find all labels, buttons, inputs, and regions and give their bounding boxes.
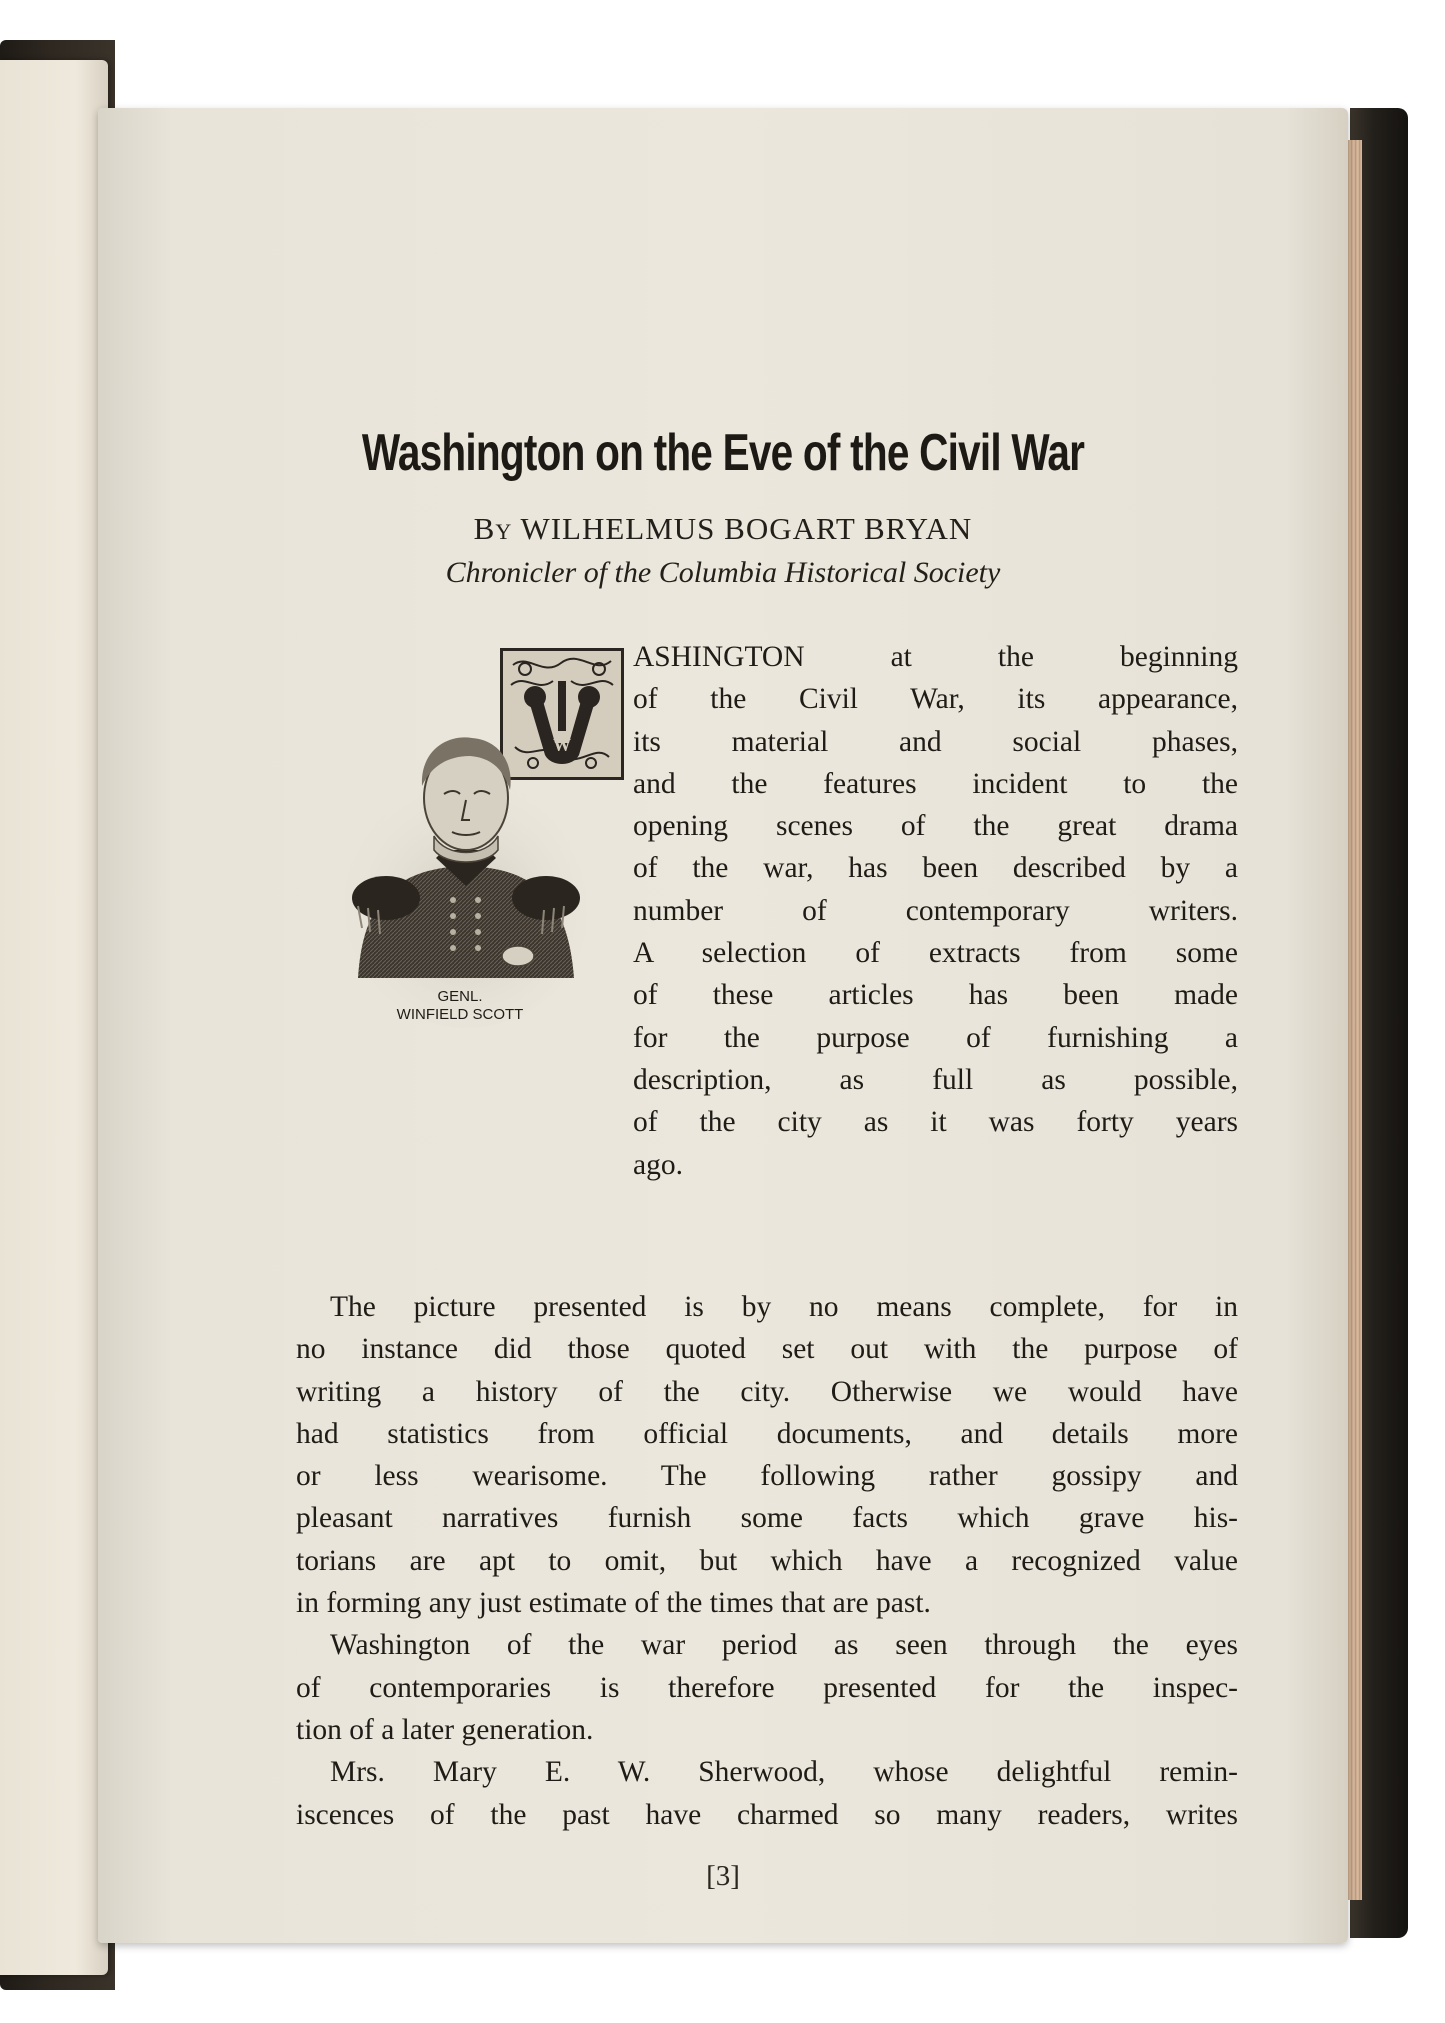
text-line: of the Civil War, its appearance, bbox=[633, 683, 1238, 716]
lead-paragraph bbox=[633, 636, 1238, 1186]
text-line: ago. bbox=[633, 1148, 683, 1181]
text-line: and the features incident to the bbox=[633, 767, 1238, 800]
byline-prefix: By bbox=[473, 511, 513, 546]
text-line: A selection of extracts from some bbox=[633, 937, 1238, 970]
text-line: of these articles has been made bbox=[633, 979, 1238, 1012]
article-title: Washington on the Eve of the Civil War bbox=[361, 424, 1085, 482]
text-line: iscences of the past have charmed so many readers, writes bbox=[296, 1798, 1238, 1831]
text-line: pleasant narratives furnish some facts which grave his- bbox=[296, 1502, 1238, 1535]
paragraph-war-period bbox=[296, 1624, 1238, 1751]
text-line: ASHINGTON at the beginning bbox=[633, 641, 1238, 673]
text-line: Mrs. Mary E. W. Sherwood, whose delightful remin- bbox=[330, 1756, 1238, 1789]
portrait-illustration bbox=[338, 728, 593, 1028]
text-line: of the war, has been described by a bbox=[633, 852, 1238, 885]
text-line: no instance did those quoted set out with the purpose of bbox=[296, 1333, 1238, 1366]
byline bbox=[98, 511, 1348, 547]
author-role: Chronicler of the Columbia Historical Society bbox=[445, 556, 1001, 589]
text-line: description, as full as possible, bbox=[633, 1063, 1238, 1096]
left-page-leaf bbox=[0, 60, 108, 1975]
text-line: The picture presented is by no means complete, for in bbox=[330, 1291, 1238, 1323]
text-line: its material and social phases, bbox=[633, 725, 1238, 758]
dropcap-letter: W bbox=[553, 735, 571, 755]
paragraph-picture-presented bbox=[296, 1286, 1238, 1624]
text-line: or less wearisome. The following rather gossipy and bbox=[296, 1460, 1238, 1493]
text-line: writing a history of the city. Otherwise we would have bbox=[296, 1375, 1238, 1408]
caption-name: WINFIELD SCOTT bbox=[396, 1006, 524, 1023]
portrait-caption bbox=[360, 988, 560, 1024]
general-portrait-icon bbox=[338, 728, 593, 1028]
text-line: in forming any just estimate of the times that are past. bbox=[296, 1587, 931, 1620]
author-name: WILHELMUS BOGART BRYAN bbox=[520, 511, 973, 546]
text-line: Washington of the war period as seen through the eyes bbox=[330, 1629, 1238, 1662]
text-line: of the city as it was forty years bbox=[633, 1106, 1238, 1139]
book-page bbox=[98, 108, 1348, 1943]
text-line: torians are apt to omit, but which have a recognized value bbox=[296, 1544, 1238, 1577]
paragraph-sherwood bbox=[296, 1751, 1238, 1836]
body-text bbox=[296, 1286, 1238, 1836]
caption-rank: GENL. bbox=[437, 988, 483, 1005]
text-line: number of contemporary writers. bbox=[633, 894, 1238, 927]
text-line: tion of a later generation. bbox=[296, 1713, 594, 1746]
text-line: opening scenes of the great drama bbox=[633, 810, 1238, 843]
text-line: had statistics from official documents, and details more bbox=[296, 1417, 1238, 1450]
page-number: [3] bbox=[706, 1860, 740, 1892]
text-line: of contemporaries is therefore presented for the inspec- bbox=[296, 1671, 1238, 1704]
text-line: for the purpose of furnishing a bbox=[633, 1021, 1238, 1054]
